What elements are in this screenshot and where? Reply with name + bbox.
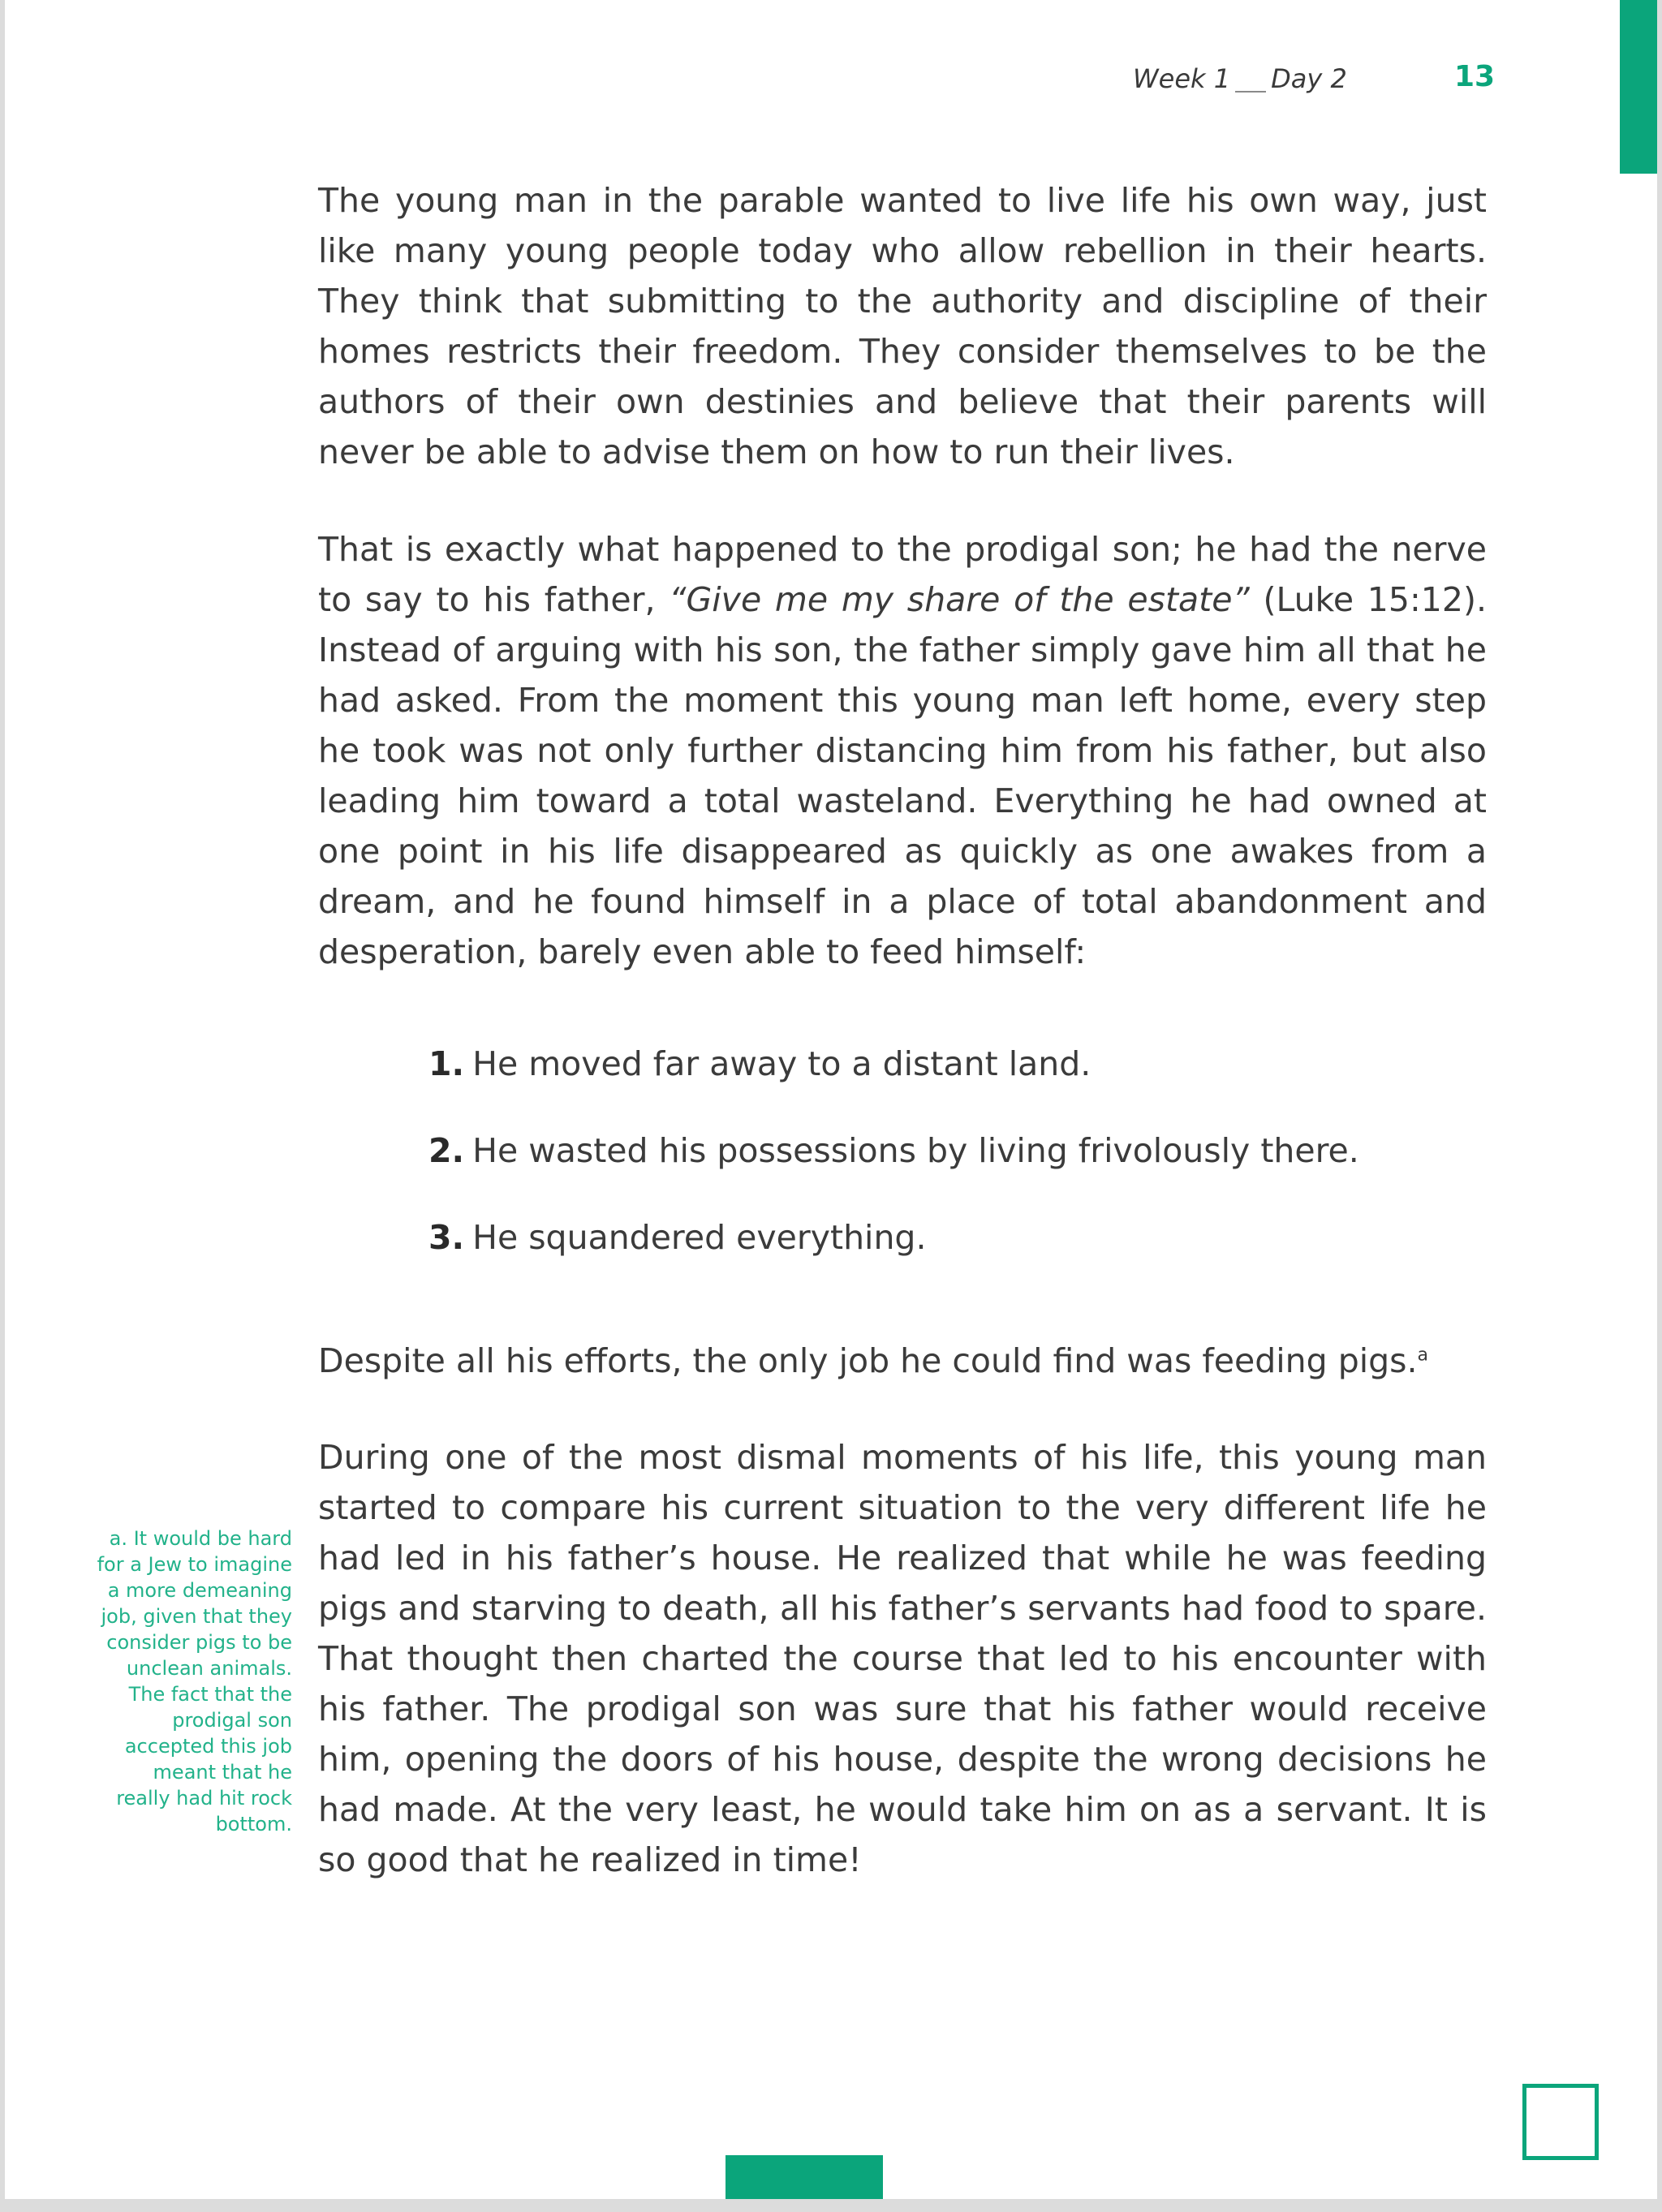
list-item xyxy=(428,1039,1359,1125)
paragraph-2-quote: “Give me my share of the estate” xyxy=(669,580,1250,619)
list-item xyxy=(428,1212,1359,1299)
header-separator xyxy=(1235,91,1266,93)
numbered-list xyxy=(428,1039,1359,1299)
checkbox-square[interactable] xyxy=(1522,2084,1599,2160)
paragraph-2-after: (Luke 15:12). Instead of arguing with his son, the father simply gave him all that he had asked. From the moment this young man left home, every step he took was not only further distancing him from his father, but also leading him toward a total wasteland. Everything he had owned at one point in his life disappeared as quickly as one awakes from a dream, and he found himself in a place of total abandonment and desperation, barely even able to feed himself: xyxy=(318,580,1487,971)
paragraph-3 xyxy=(318,1336,1487,1386)
bottom-accent-tab xyxy=(726,2155,883,2199)
list-item-text: He moved far away to a distant land. xyxy=(472,1044,1091,1083)
paragraph-2 xyxy=(318,524,1487,977)
paragraph-2-before: That is exactly what happened to the prodigal son; he had the nerve to say to his father, xyxy=(318,530,1487,619)
paragraph-4: During one of the most dismal moments of his life, this young man started to compare his current situation to the very different life he had led in his father’s house. He realized that while he was feeding pigs and starving to death, all his father’s servants had food to spare. That thought then charted the course that led to his encounter with his father. The prodigal son was sure that his father would receive him, opening the doors of his house, despite the wrong decisions he had made. At the very least, he would take him on as a servant. It is so good that he realized in time! xyxy=(318,1438,1487,1879)
day-label: Day 2 xyxy=(1271,63,1347,94)
list-item xyxy=(428,1125,1359,1212)
list-item-text: He wasted his possessions by living frivolously there. xyxy=(472,1131,1359,1170)
list-item-text: He squandered everything. xyxy=(472,1218,927,1257)
page-number: 13 xyxy=(1454,60,1496,93)
running-header xyxy=(1133,63,1347,96)
accent-tab xyxy=(1620,0,1657,174)
footnote-marker[interactable]: a xyxy=(1417,1345,1429,1366)
margin-footnote: a. It would be hard for a Jew to imagine a more demeaning job, given that they consider pigs to be unclean animals. The fact that the prodigal son accepted this job meant that he really had hit rock bottom. xyxy=(97,1527,292,1835)
paragraph-3-text: Despite all his efforts, the only job he could find was feeding pigs. xyxy=(318,1341,1418,1380)
book-page xyxy=(5,0,1657,2199)
list-item-number: 2. xyxy=(428,1131,465,1170)
paragraph-1: The young man in the parable wanted to live life his own way, just like many young people today who allow rebellion in their hearts. They think that submitting to the authority and discipline of their homes restricts their freedom. They consider themselves to be the authors of their own destinies and believe that their parents will never be able to advise them on how to run their lives. xyxy=(318,181,1487,471)
list-item-number: 3. xyxy=(428,1218,465,1257)
list-item-number: 1. xyxy=(428,1044,465,1083)
week-label: Week 1 xyxy=(1133,63,1231,94)
